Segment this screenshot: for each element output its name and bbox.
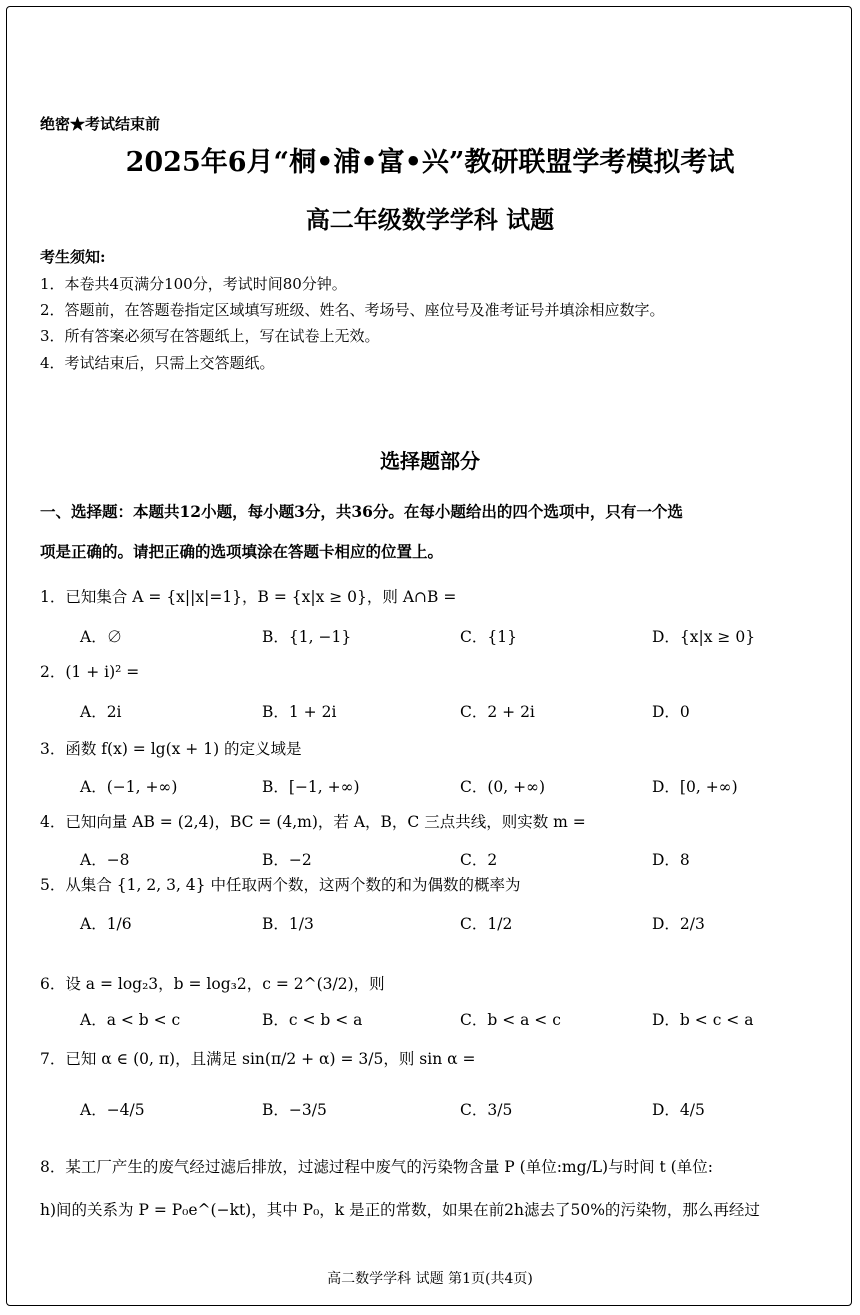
question-3-stem: 3．函数 f(x) = lg(x + 1) 的定义域是 (40, 740, 302, 758)
q3-option-b: B．[−1, +∞) (262, 778, 360, 796)
page-footer: 高二数学学科 试题 第1页(共4页) (327, 1271, 533, 1287)
q2-option-a: A．2i (80, 703, 122, 721)
q1-option-b: B．{1, −1} (262, 628, 352, 646)
question-4-stem: 4．已知向量 AB = (2,4)，BC = (4,m)，若 A，B，C 三点共线，则实数 m = (40, 813, 586, 831)
question-2-stem: 2．(1 + i)² = (40, 663, 140, 681)
q5-option-a: A．1/6 (80, 915, 132, 933)
note-item: 3．所有答案必须写在答题纸上，写在试卷上无效。 (40, 327, 380, 345)
q2-option-c: C．2 + 2i (460, 703, 535, 721)
q5-option-b: B．1/3 (262, 915, 314, 933)
q3-option-c: C．(0, +∞) (460, 778, 546, 796)
question-7-stem: 7．已知 α ∈ (0, π)，且满足 sin(π/2 + α) = 3/5，则 sin α = (40, 1050, 476, 1068)
note-item: 2．答题前，在答题卷指定区域填写班级、姓名、考场号、座位号及准考证号并填涂相应数字。 (40, 301, 665, 319)
exam-subtitle: 高二年级数学学科 试题 (305, 205, 555, 234)
instructions-line-2: 项是正确的。请把正确的选项填涂在答题卡相应的位置上。 (40, 542, 444, 561)
q7-option-b: B．−3/5 (262, 1101, 327, 1119)
q1-option-d: D．{x|x ≥ 0} (652, 628, 756, 646)
q5-option-d: D．2/3 (652, 915, 705, 933)
q2-option-b: B．1 + 2i (262, 703, 337, 721)
question-6-stem: 6．设 a = log₂3，b = log₃2，c = 2^(3/2)，则 (40, 975, 385, 993)
exam-title: 2025年6月“桐•浦•富•兴”教研联盟学考模拟考试 (125, 147, 735, 178)
confidential-label: 绝密★考试结束前 (40, 115, 161, 133)
q7-option-a: A．−4/5 (80, 1101, 145, 1119)
q4-option-a: A．−8 (80, 851, 130, 869)
q7-option-d: D．4/5 (652, 1101, 705, 1119)
q4-option-b: B．−2 (262, 851, 312, 869)
q1-option-c: C．{1} (460, 628, 517, 646)
q2-option-d: D．0 (652, 703, 690, 721)
section-title: 选择题部分 (380, 449, 480, 473)
q4-option-c: C．2 (460, 851, 498, 869)
q6-option-d: D．b < c < a (652, 1011, 754, 1029)
q1-option-a: A．∅ (80, 628, 123, 646)
q6-option-c: C．b < a < c (460, 1011, 561, 1029)
q5-option-c: C．1/2 (460, 915, 513, 933)
q4-option-d: D．8 (652, 851, 690, 869)
question-8-line-2: h)间的关系为 P = P₀e^(−kt)，其中 P₀，k 是正的常数，如果在前2h滤去了50%的污染物，那么再经过 (40, 1201, 760, 1219)
q3-option-a: A．(−1, +∞) (80, 778, 178, 796)
q6-option-a: A．a < b < c (80, 1011, 181, 1029)
note-item: 1．本卷共4页满分100分，考试时间80分钟。 (40, 275, 347, 293)
question-1-stem: 1．已知集合 A = {x||x|=1}，B = {x|x ≥ 0}，则 A∩B = (40, 588, 457, 606)
note-item: 4．考试结束后，只需上交答题纸。 (40, 354, 275, 372)
q6-option-b: B．c < b < a (262, 1011, 363, 1029)
question-8-line-1: 8．某工厂产生的废气经过滤后排放，过滤过程中废气的污染物含量 P (单位:mg/L)与时间 t (单位: (40, 1158, 713, 1176)
notes-heading: 考生须知: (40, 248, 106, 266)
q3-option-d: D．[0, +∞) (652, 778, 738, 796)
instructions-line-1: 一、选择题：本题共12小题，每小题3分，共36分。在每小题给出的四个选项中，只有一个选 (40, 502, 683, 521)
q7-option-c: C．3/5 (460, 1101, 513, 1119)
question-5-stem: 5．从集合 {1, 2, 3, 4} 中任取两个数，这两个数的和为偶数的概率为 (40, 876, 521, 894)
